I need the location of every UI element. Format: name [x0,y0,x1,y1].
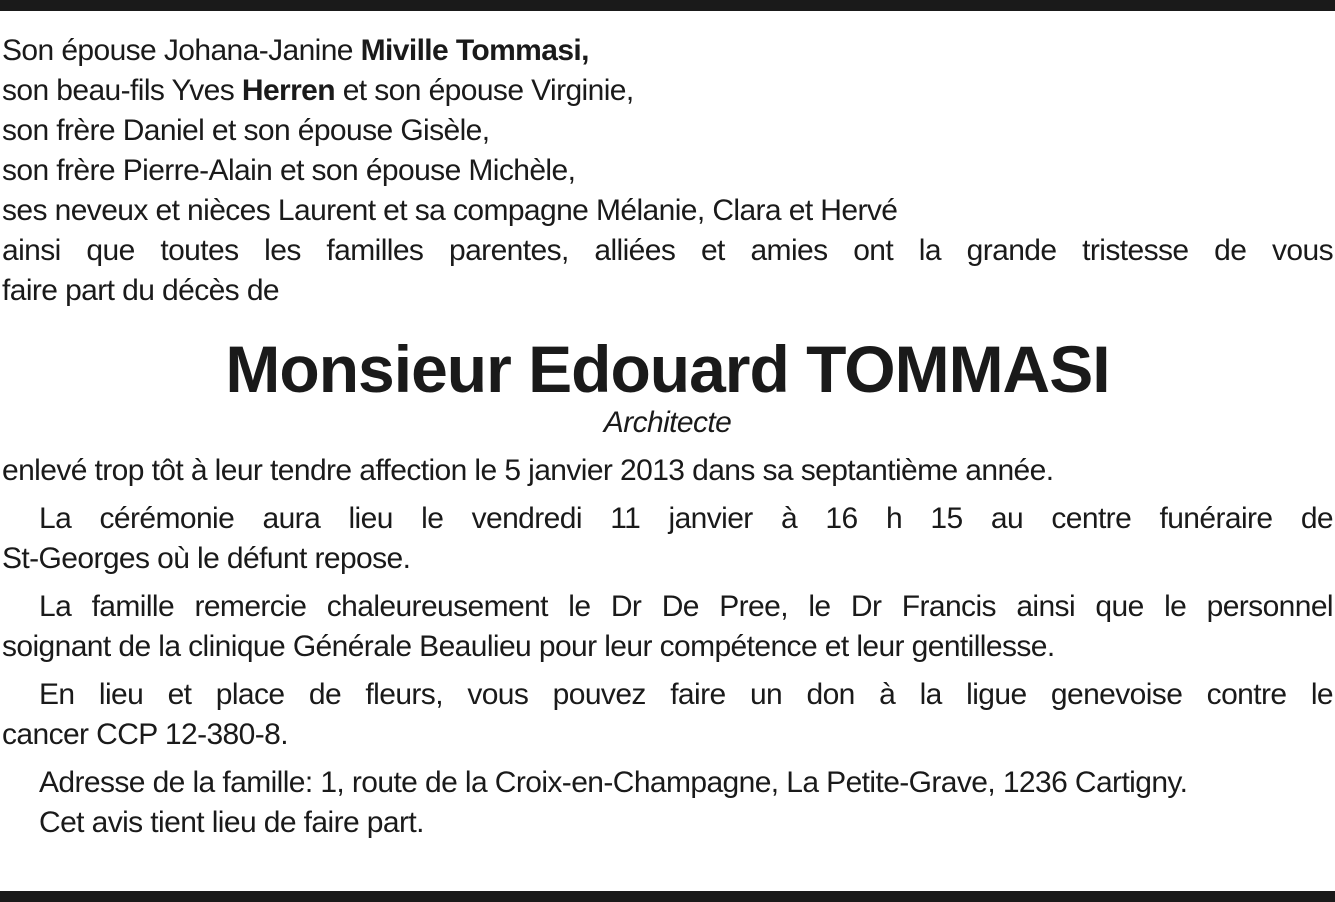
stepson-name: Herren [241,74,335,107]
thanks-line-1: La famille remercie chaleureusement le Dr De Pree, le Dr Francis ainsi que le personnel [39,590,1333,623]
death-line: enlevé trop tôt à leur tendre affection le 5 janvier 2013 dans sa septantième année. [2,454,1054,487]
obituary-notice [2,31,1333,843]
intro-line-stepson [2,71,1333,111]
thanks-line-2: soignant de la clinique Générale Beaulieu pour leur compétence et leur gentillesse. [2,630,1055,663]
family-address: Adresse de la famille: 1, route de la Croix-en-Champagne, La Petite-Grave, 1236 Cartigny. [39,766,1188,799]
donation-line-1: En lieu et place de fleurs, vous pouvez faire un don à la ligue genevoise contre le [39,678,1333,711]
spouse-name: Miville Tommasi, [360,34,589,67]
closing-line: Cet avis tient lieu de faire part. [39,806,424,839]
intro-line-spouse [2,31,1333,71]
ceremony-line-1: La cérémonie aura lieu le vendredi 11 janvier à 16 h 15 au centre funéraire de [39,502,1333,535]
stepson-text: son beau-fils Yves [2,74,242,107]
deceased-name: Monsieur Edouard TOMMASI [225,332,1110,406]
ceremony-paragraph [2,499,1333,579]
intro-line-brother-daniel: son frère Daniel et son épouse Gisèle, [2,114,490,147]
stepson-spouse-text: et son épouse Virginie, [334,74,634,107]
intro-line-announcement: faire part du décès de [2,274,279,307]
ceremony-line-2: St-Georges où le défunt repose. [2,542,411,575]
donation-line-2: cancer CCP 12-380-8. [2,718,288,751]
top-rule [0,0,1335,11]
donation-paragraph [2,675,1333,755]
deceased-profession: Architecte [603,406,732,439]
intro-line-brother-pierre-alain: son frère Pierre-Alain et son épouse Michèle, [2,154,576,187]
spouse-text: Son épouse Johana-Janine [2,34,361,67]
bottom-rule [0,891,1335,902]
thanks-paragraph [2,587,1333,667]
intro-line-nephews: ses neveux et nièces Laurent et sa compagne Mélanie, Clara et Hervé [2,194,898,227]
intro-line-families: ainsi que toutes les familles parentes, alliées et amies ont la grande tristesse de vous [2,234,1333,267]
